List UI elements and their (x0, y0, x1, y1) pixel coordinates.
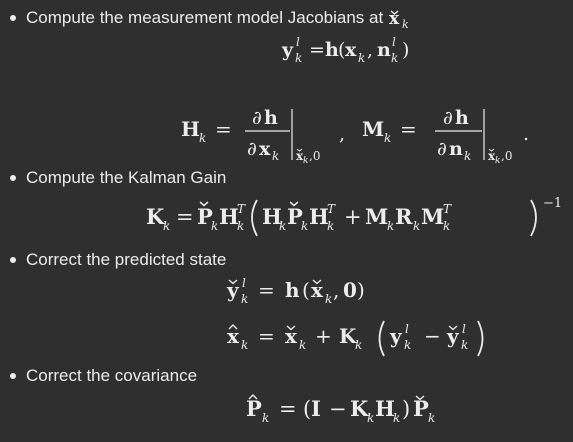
bullet-text-kalman-gain: Compute the Kalman Gain (26, 168, 227, 187)
svg-text:∂: ∂ (443, 107, 453, 129)
equation-covariance-update (246, 395, 435, 425)
svg-text:H: H (181, 117, 200, 141)
svg-text:,: , (367, 39, 374, 61)
svg-text:k: k (461, 338, 469, 352)
svg-text:,0: ,0 (501, 149, 513, 163)
svg-text:): ) (357, 278, 365, 302)
svg-text:x: x (285, 324, 297, 348)
svg-text:I: I (311, 396, 321, 421)
svg-text:k: k (391, 51, 399, 65)
svg-text:k: k (279, 219, 287, 233)
svg-text:T: T (237, 202, 246, 216)
svg-text:k: k (384, 131, 392, 145)
svg-text:k: k (404, 338, 412, 352)
svg-text:+: + (315, 324, 332, 348)
svg-text:M: M (421, 204, 445, 229)
svg-text:M: M (365, 204, 389, 229)
svg-text:x: x (227, 324, 239, 348)
svg-text:=: = (400, 117, 417, 141)
svg-text:k: k (367, 411, 375, 425)
svg-text:k: k (163, 219, 171, 233)
svg-text:y: y (282, 39, 294, 61)
svg-text:k: k (199, 131, 207, 145)
svg-text:,0: ,0 (309, 149, 321, 163)
svg-text:n: n (449, 138, 463, 160)
svg-text:y: y (447, 324, 459, 348)
svg-text:k: k (295, 51, 303, 65)
svg-text:+: + (344, 205, 362, 229)
svg-text:T: T (443, 202, 452, 216)
svg-text:−: − (424, 324, 441, 348)
svg-text:k: k (272, 149, 280, 163)
svg-text:P: P (197, 204, 213, 229)
svg-text:l: l (405, 322, 409, 336)
svg-text:0: 0 (343, 278, 357, 302)
svg-text:.: . (523, 123, 530, 145)
svg-text:h: h (285, 278, 300, 302)
svg-text:K: K (146, 204, 165, 229)
svg-text:k: k (495, 156, 501, 166)
svg-text:h: h (455, 107, 469, 129)
svg-text:M: M (362, 117, 385, 141)
bullet-text-correct-covariance: Correct the covariance (26, 366, 198, 385)
svg-text:h: h (325, 39, 339, 61)
svg-text:k: k (443, 219, 451, 233)
svg-text:k: k (262, 411, 270, 425)
svg-text:∂: ∂ (252, 107, 262, 129)
svg-text:R: R (395, 204, 413, 229)
svg-text:k: k (303, 156, 309, 166)
svg-text:k: k (358, 51, 366, 65)
svg-text:l: l (392, 35, 396, 49)
svg-text:P: P (287, 204, 303, 229)
svg-text:H: H (219, 204, 239, 229)
svg-text:H: H (262, 204, 282, 229)
svg-text:K: K (339, 324, 357, 348)
svg-text:k: k (237, 219, 245, 233)
svg-text:P: P (413, 396, 429, 421)
svg-text:−: − (329, 397, 347, 421)
svg-text:H: H (309, 204, 329, 229)
svg-text:K: K (350, 396, 369, 421)
svg-text:H: H (375, 396, 395, 421)
svg-text:k: k (299, 338, 307, 352)
svg-text:l: l (242, 276, 246, 290)
svg-text:x: x (488, 149, 496, 163)
svg-text:,: , (339, 123, 346, 145)
svg-text:k: k (355, 338, 363, 352)
svg-text:k: k (325, 292, 333, 306)
svg-text:,: , (333, 278, 340, 302)
svg-text:−1: −1 (543, 196, 563, 211)
svg-text:n: n (377, 39, 391, 61)
svg-text:): ) (402, 39, 410, 61)
equation-measurement-model (281, 35, 409, 65)
svg-text:): ) (402, 397, 411, 421)
svg-text:(: ( (338, 39, 346, 61)
svg-text:=: = (176, 205, 194, 229)
equation-state-update (227, 321, 483, 356)
svg-text:=: = (258, 324, 275, 348)
svg-text:x: x (296, 149, 304, 163)
svg-text:(: ( (302, 278, 310, 302)
eq-measurement-model-text (0, 0, 1, 1)
svg-text:T: T (327, 202, 336, 216)
svg-text:k: k (464, 149, 472, 163)
equation-jacobians (181, 107, 529, 166)
math-sub-k: k (402, 18, 409, 29)
svg-text:x: x (311, 278, 323, 302)
svg-text:k: k (393, 411, 401, 425)
svg-text:(: ( (303, 397, 312, 421)
svg-text:x: x (259, 138, 271, 160)
svg-text:h: h (264, 107, 278, 129)
svg-text:l: l (296, 35, 300, 49)
svg-text:=: = (279, 397, 297, 421)
svg-text:=: = (258, 278, 275, 302)
svg-text:k: k (301, 219, 309, 233)
svg-text:=: = (309, 39, 325, 61)
equation-predicted-measurement (226, 276, 365, 306)
svg-text:k: k (327, 219, 335, 233)
svg-text:∂: ∂ (437, 138, 447, 160)
svg-text:k: k (211, 219, 219, 233)
math-x-bold: x (389, 9, 400, 29)
svg-text:l: l (462, 322, 466, 336)
svg-text:x: x (345, 39, 357, 61)
svg-text:k: k (387, 219, 395, 233)
svg-text:P: P (246, 396, 262, 421)
svg-text:k: k (428, 411, 436, 425)
equation-kalman-gain (146, 196, 562, 236)
svg-text:y: y (227, 278, 239, 302)
svg-text:∂: ∂ (247, 138, 257, 160)
svg-text:k: k (241, 338, 249, 352)
svg-text:k: k (241, 292, 249, 306)
bullet-text-jacobians: Compute the measurement model Jacobians at (26, 8, 384, 27)
bullet-text-correct-state: Correct the predicted state (26, 250, 227, 269)
svg-text:k: k (413, 219, 421, 233)
svg-text:=: = (215, 117, 232, 141)
svg-text:y: y (390, 324, 402, 348)
